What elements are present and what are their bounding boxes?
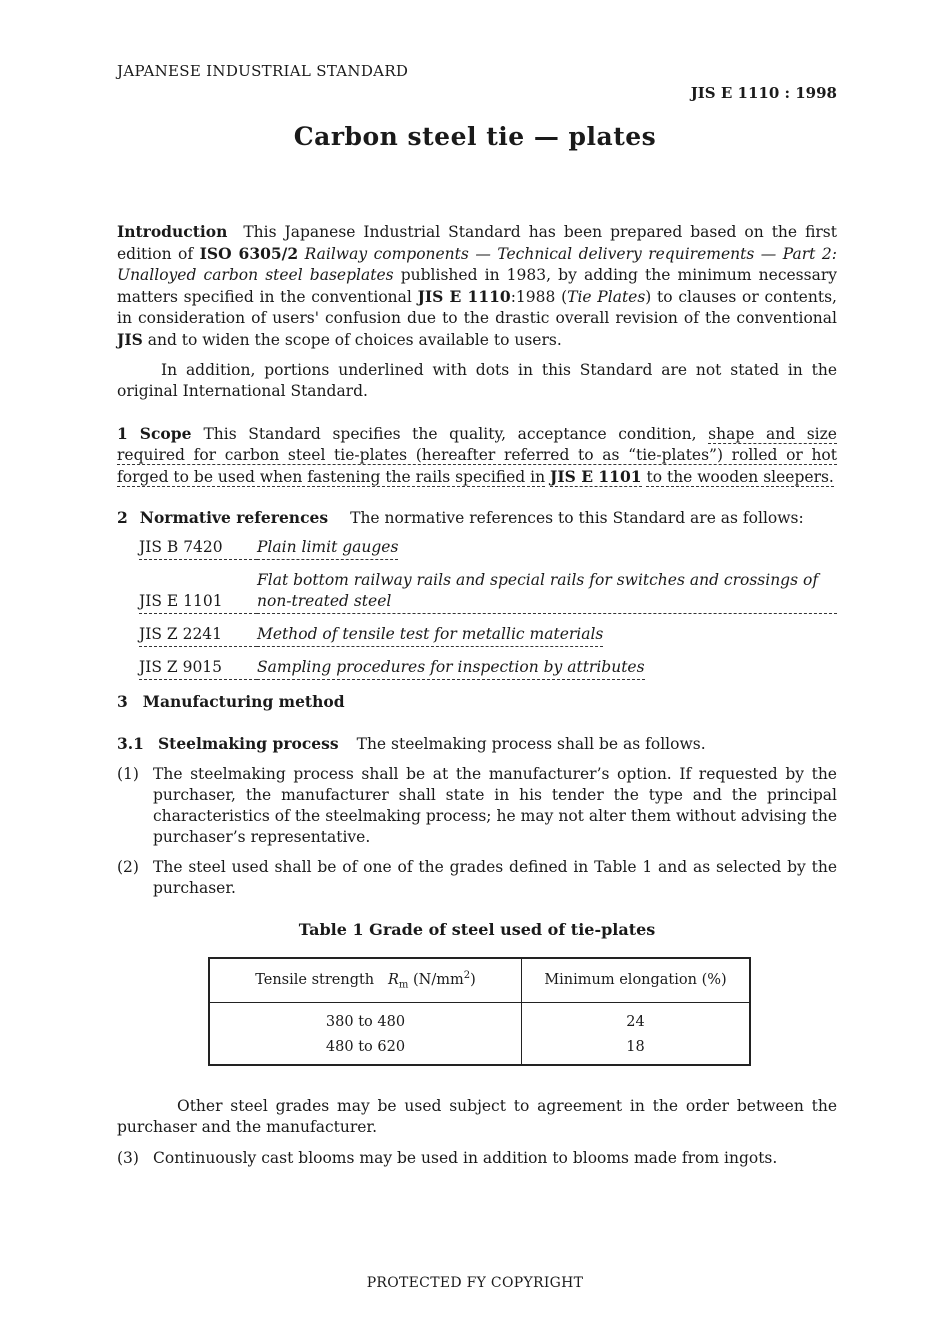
list-number: (3)	[117, 1148, 139, 1167]
intro-text-1: This Japanese Industrial Standard has been prepared based on the first edition of	[117, 223, 837, 263]
steelmaking-number: 3.1	[117, 734, 144, 753]
standard-org-label: JAPANESE INDUSTRIAL STANDARD	[117, 62, 409, 80]
reference-title: Flat bottom railway rails and special rails for switches and crossings of non-treated steel	[257, 570, 837, 614]
list-number: (2)	[117, 858, 139, 876]
introduction-paragraph	[117, 221, 837, 351]
intro-text-2: published in 1983, by adding the minimum necessary matters specified in the conventional	[117, 266, 837, 306]
reference-item	[139, 537, 837, 560]
scope-text: This Standard specifies the quality, acceptance condition,	[203, 425, 697, 443]
elongation-cell: 24	[626, 1013, 645, 1030]
list-text: The steel used shall be of one of the grades defined in Table 1 and as selected by the purchaser.	[153, 858, 837, 897]
intro-text-4: ) to clauses or contents, in consideration of users' confusion due to the drastic overall revision of the conventional	[117, 288, 837, 327]
list-item	[117, 857, 837, 899]
old-title: Tie Plates	[567, 288, 646, 306]
tensile-strength-cell: 380 to 480	[209, 1002, 522, 1034]
intro-text-3: :1988 (	[510, 288, 568, 306]
reference-item	[139, 624, 837, 647]
elongation-cell: 18	[626, 1038, 645, 1055]
copyright-footer: PROTECTED FY COPYRIGHT	[366, 1275, 584, 1291]
other-grades-note: Other steel grades may be used subject to agreement in the order between the purchaser and the manufacturer.	[117, 1096, 837, 1136]
manufacturing-title: Manufacturing method	[142, 692, 345, 711]
manufacturing-number: 3	[117, 692, 128, 711]
scope-number: 1	[117, 424, 128, 443]
scope-section	[117, 423, 837, 488]
normative-text: The normative references to this Standard are as follows:	[350, 509, 804, 527]
list-text: The steelmaking process shall be at the manufacturer’s option. If requested by the purchaser, the manufacturer shall state in his tender the type and the principal characteristics of the steelmaking process; he may not alter them without advising the purchaser’s representative.	[153, 765, 837, 846]
tensile-unit: (N/mm	[413, 971, 464, 988]
steel-grade-table	[208, 957, 751, 1066]
tensile-symbol-subscript: m	[398, 979, 409, 991]
tensile-unit-close: )	[470, 971, 476, 988]
table-row	[209, 1002, 750, 1034]
scope-title: Scope	[139, 424, 192, 443]
tensile-symbol: R	[387, 971, 399, 988]
tensile-strength-label: Tensile strength	[255, 971, 375, 988]
reference-code: JIS E 1101	[139, 591, 257, 614]
standard-number: JIS E 1110 : 1998	[690, 84, 837, 102]
normative-references-heading	[117, 507, 837, 529]
reference-item	[139, 570, 837, 614]
table-caption: Table 1 Grade of steel used of tie-plates	[298, 920, 656, 939]
reference-list	[139, 537, 837, 680]
tensile-strength-cell: 480 to 620	[209, 1034, 522, 1065]
tensile-unit-exponent: 2	[463, 970, 471, 981]
reference-title: Plain limit gauges	[257, 537, 398, 560]
reference-code: JIS B 7420	[139, 537, 257, 560]
iso-reference: ISO 6305/2	[199, 244, 299, 263]
reference-item	[139, 657, 837, 680]
scope-dotted-text: shape and size required for carbon steel tie-plates (hereafter referred to as “tie-plates”) rolled or hot forged to be used when fastening the rails specified in	[117, 425, 837, 486]
list-number: (1)	[117, 765, 139, 783]
elongation-header: Minimum elongation (%)	[522, 958, 751, 1002]
reference-code: JIS Z 9015	[139, 657, 257, 680]
scope-jis-reference: JIS E 1101	[550, 467, 642, 486]
tensile-strength-header	[209, 958, 522, 1002]
iso-title: Railway components — Technical delivery requirements — Part 2: Unalloyed carbon steel baseplates	[117, 245, 837, 284]
jis-label: JIS	[117, 330, 143, 349]
introduction-label: Introduction	[117, 222, 228, 241]
list-item	[117, 1148, 837, 1169]
reference-title: Sampling procedures for inspection by attributes	[257, 657, 645, 680]
steelmaking-title: Steelmaking process	[157, 734, 339, 753]
table-row	[209, 1034, 750, 1065]
table-header-row	[209, 958, 750, 1002]
reference-title: Method of tensile test for metallic materials	[257, 624, 603, 647]
intro-text-5: and to widen the scope of choices available to users.	[147, 331, 562, 349]
document-body	[117, 221, 837, 1178]
steelmaking-text: The steelmaking process shall be as follows.	[356, 735, 706, 753]
steelmaking-heading	[117, 733, 837, 755]
page-title: Carbon steel tie — plates	[293, 122, 657, 151]
scope-dotted-text-2: to the wooden sleepers.	[646, 468, 834, 486]
introduction-note: In addition, portions underlined with dots in this Standard are not stated in the original International Standard.	[117, 361, 837, 400]
list-item	[117, 764, 837, 848]
normative-number: 2	[117, 508, 128, 527]
list-text: Continuously cast blooms may be used in addition to blooms made from ingots.	[153, 1148, 778, 1167]
reference-code: JIS Z 2241	[139, 624, 257, 647]
normative-title: Normative references	[139, 508, 329, 527]
jis-old-reference: JIS E 1110	[417, 287, 511, 306]
manufacturing-heading	[117, 691, 837, 712]
